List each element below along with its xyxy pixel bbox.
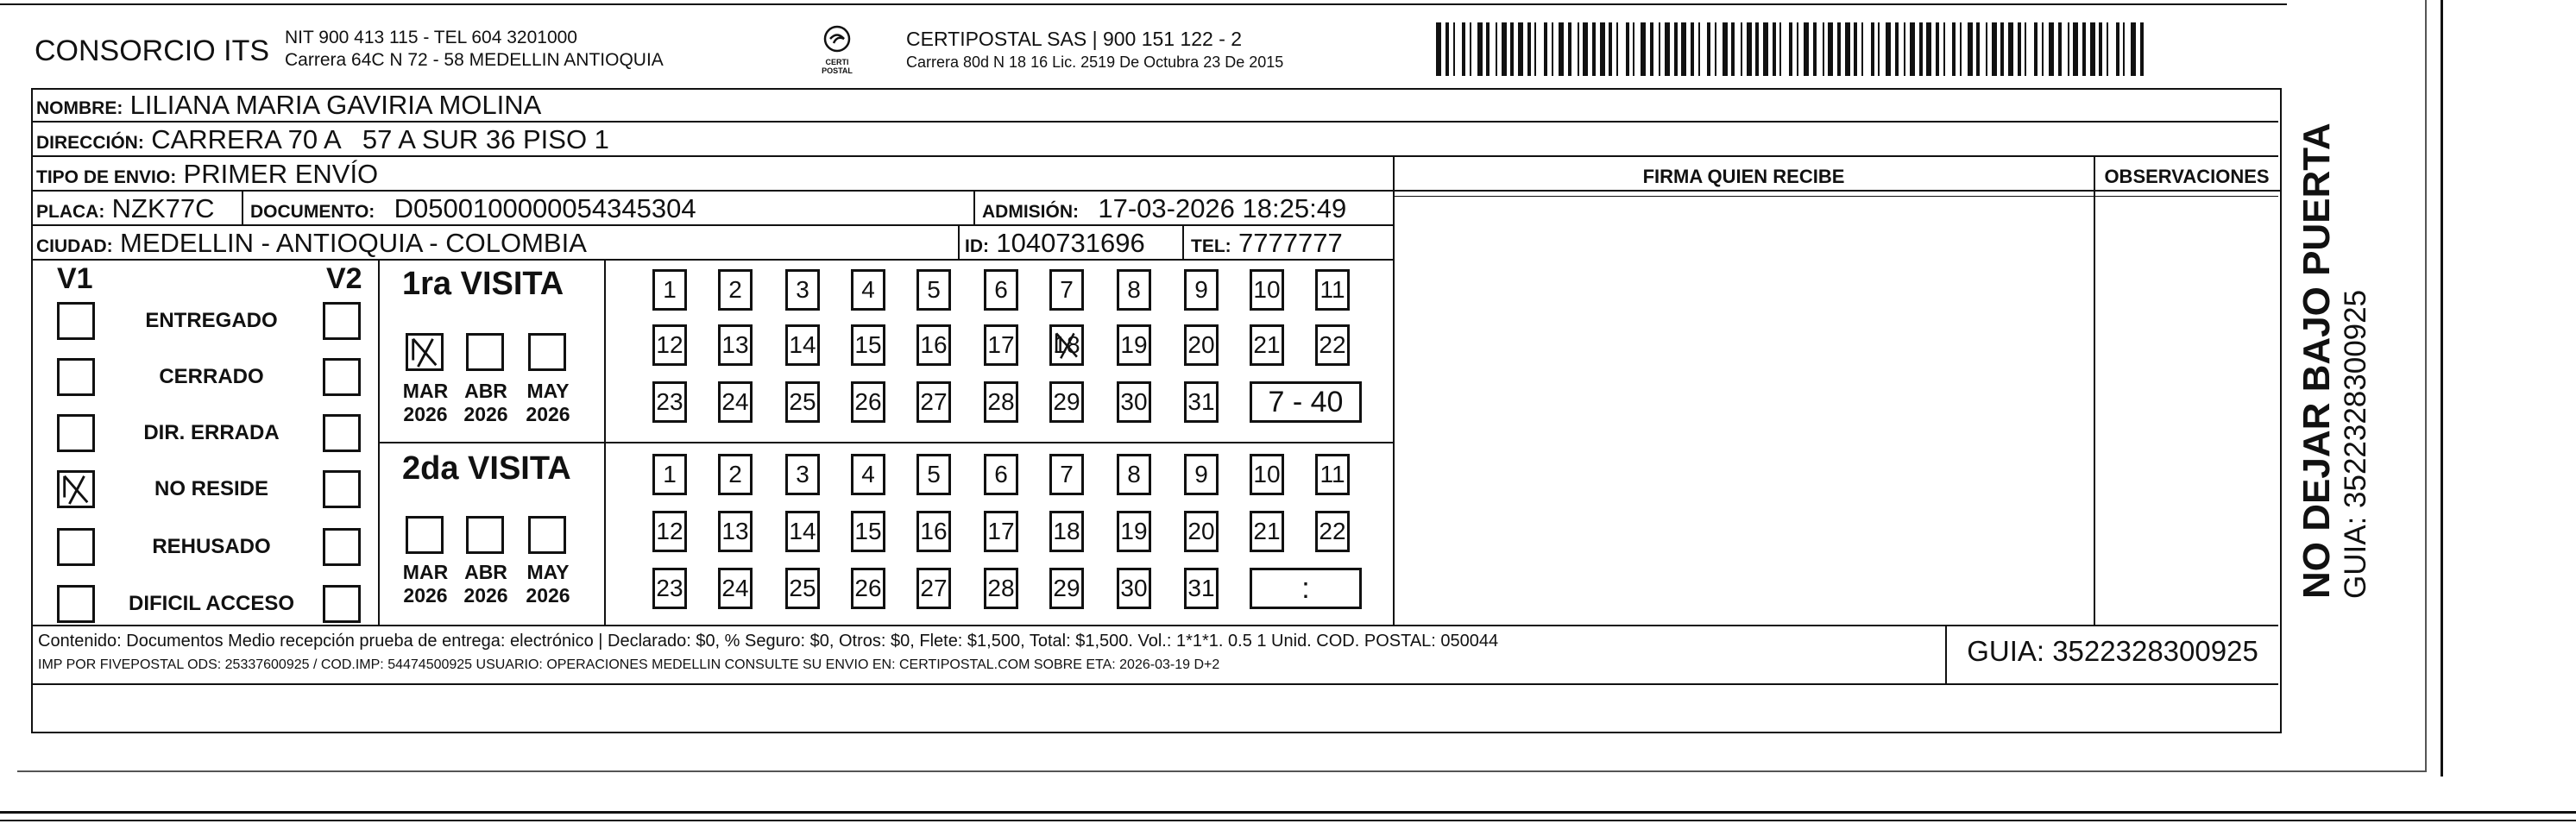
second-visit-day-box[interactable]: 29 — [1049, 568, 1084, 609]
barcode-bar — [2140, 22, 2144, 76]
barcode-bar — [1741, 22, 1742, 76]
barcode-bar — [1828, 22, 1833, 76]
barcode-bar — [1895, 22, 1899, 76]
barcode-bar — [1600, 22, 1605, 76]
first-visit-day-box[interactable]: 4 — [851, 269, 885, 311]
first-visit-day-box[interactable]: 28 — [984, 381, 1018, 423]
second-visit-month-label — [399, 561, 452, 607]
first-visit-day-box[interactable]: 23 — [652, 381, 687, 423]
type-label: TIPO DE ENVIO: — [36, 167, 177, 187]
barcode-bar — [2042, 22, 2044, 76]
barcode-bar — [1976, 22, 1980, 76]
status-v2-checkbox[interactable] — [323, 358, 361, 396]
document-field — [250, 193, 696, 224]
barcode-bar — [1681, 22, 1686, 76]
first-visit-month-label — [521, 380, 575, 426]
status-v1-checkbox[interactable] — [57, 414, 95, 452]
month-year: 2026 — [403, 403, 448, 425]
tel-label: TEL: — [1191, 236, 1231, 256]
plate-value: NZK77C — [111, 193, 215, 223]
tel-value: 7777777 — [1238, 228, 1343, 258]
barcode-bar — [1583, 22, 1588, 76]
carrier-address: Carrera 80d N 18 16 Lic. 2519 De Octubra 23 De 2015 — [906, 53, 1284, 71]
first-visit-day-box[interactable]: 16 — [916, 324, 951, 366]
month-name: ABR — [464, 561, 507, 583]
document-value: D0500100000054345304 — [394, 193, 696, 223]
barcode-bar — [2073, 22, 2078, 76]
second-visit-day-box[interactable]: 8 — [1117, 454, 1151, 495]
barcode-bar — [2116, 22, 2119, 76]
second-visit-day-box[interactable]: 3 — [785, 454, 820, 495]
barcode-bar — [1477, 22, 1483, 76]
name-row — [36, 90, 541, 121]
first-visit-day-box[interactable]: 27 — [916, 381, 951, 423]
footer-bottom-line — [31, 683, 2278, 685]
second-visit-day-box[interactable]: 22 — [1315, 511, 1350, 552]
barcode-bar — [1462, 22, 1465, 76]
document-label: DOCUMENTO: — [250, 202, 375, 222]
logo-text: CERTI POSTAL — [822, 58, 853, 75]
check-mark-icon — [1052, 327, 1081, 363]
carrier-line: CERTIPOSTAL SAS | 900 151 122 - 2 — [906, 28, 1243, 50]
second-visit-day-box[interactable]: 23 — [652, 568, 687, 609]
admission-field — [982, 193, 1346, 224]
barcode-bar — [1578, 22, 1579, 76]
status-label: DIFICIL ACCESO — [128, 592, 294, 615]
barcode-bar — [1496, 22, 1497, 76]
second-visit-day-box[interactable]: 12 — [652, 511, 687, 552]
inner-bottom-edge — [17, 770, 2425, 772]
second-visit-day-box[interactable]: 6 — [984, 454, 1018, 495]
barcode-bar — [1650, 22, 1653, 76]
bottom-page-edge — [0, 811, 2576, 814]
form-mid-divider — [1393, 155, 1395, 625]
status-v2-checkbox[interactable] — [323, 528, 361, 566]
status-label: REHUSADO — [152, 535, 271, 558]
second-visit-day-box[interactable]: 11 — [1315, 454, 1350, 495]
observations-header-line — [1394, 196, 2278, 197]
barcode-bar — [1486, 22, 1490, 76]
barcode-bar — [1559, 22, 1564, 76]
v2-header: V2 — [326, 262, 362, 295]
status-label: DIR. ERRADA — [143, 421, 280, 444]
address-line: Carrera 64C N 72 - 58 MEDELLIN ANTIOQUIA — [285, 50, 664, 70]
first-visit-day-box[interactable]: 7 — [1049, 269, 1084, 311]
first-visit-month-checkbox[interactable] — [528, 333, 566, 371]
status-v1-checkbox[interactable] — [57, 528, 95, 566]
first-visit-day-box[interactable]: 15 — [851, 324, 885, 366]
plate-field — [36, 193, 215, 224]
barcode-bar — [1633, 22, 1634, 76]
plate-label: PLACA: — [36, 202, 105, 222]
barcode-bar — [1952, 22, 1956, 76]
status-label: NO RESIDE — [154, 477, 269, 500]
status-v2-checkbox[interactable] — [323, 302, 361, 340]
second-visit-day-box[interactable]: 25 — [785, 568, 820, 609]
second-visit-day-box[interactable]: 7 — [1049, 454, 1084, 495]
first-visit-day-box[interactable]: 25 — [785, 381, 820, 423]
barcode-bar — [1659, 22, 1660, 76]
barcode-bar — [2034, 22, 2037, 76]
barcode-bar — [1861, 22, 1863, 76]
barcode-bar — [1674, 22, 1678, 76]
first-visit-day-box[interactable]: 31 — [1184, 381, 1219, 423]
barcode-bar — [2049, 22, 2054, 76]
barcode-bar — [1707, 22, 1710, 76]
barcode-bar — [1552, 22, 1553, 76]
recipient-address: CARRERA 70 A 57 A SUR 36 PISO 1 — [151, 124, 609, 154]
barcode-bar — [2068, 22, 2069, 76]
barcode-bar — [1986, 22, 1987, 76]
status-label: ENTREGADO — [145, 309, 278, 332]
barcode-bar — [1568, 22, 1571, 76]
v1-header: V1 — [57, 262, 93, 295]
recipient-name: LILIANA MARIA GAVIRIA MOLINA — [129, 90, 542, 120]
barcode-bar — [1871, 22, 1874, 76]
barcode-bar — [2090, 22, 2095, 76]
row-line-6 — [31, 625, 2278, 626]
top-edge-line — [0, 3, 2287, 5]
month-name: MAY — [526, 380, 570, 402]
second-visit-day-box[interactable]: 10 — [1250, 454, 1284, 495]
first-visit-day-box[interactable]: 19 — [1117, 324, 1151, 366]
barcode-bar — [1763, 22, 1768, 76]
barcode-bar — [1910, 22, 1915, 76]
barcode-bar — [1453, 22, 1455, 76]
barcode-bar — [1845, 22, 1850, 76]
first-visit-month-checkbox[interactable] — [466, 333, 504, 371]
first-visit-day-box[interactable]: 10 — [1250, 269, 1284, 311]
month-year: 2026 — [526, 584, 570, 607]
barcode-bar — [1960, 22, 1962, 76]
barcode-bar — [1747, 22, 1752, 76]
first-visit-month-checkbox[interactable] — [406, 333, 444, 371]
month-year: 2026 — [463, 584, 508, 607]
name-label: NOMBRE: — [36, 98, 123, 118]
barcode-bar — [1854, 22, 1857, 76]
second-visit-day-box[interactable]: 24 — [718, 568, 753, 609]
barcode-bar — [1715, 22, 1716, 76]
month-year: 2026 — [403, 584, 448, 607]
month-year: 2026 — [526, 403, 570, 425]
check-mark-icon — [408, 336, 441, 368]
visit-split-line — [378, 442, 1395, 443]
second-visit-day-box[interactable]: 18 — [1049, 511, 1084, 552]
month-name: MAR — [402, 380, 449, 402]
second-visit-day-box[interactable]: 19 — [1117, 511, 1151, 552]
plate-divider — [242, 190, 243, 224]
second-visit-day-box[interactable]: 28 — [984, 568, 1018, 609]
barcode-bar — [1779, 22, 1781, 76]
second-visit-time-box[interactable]: : — [1250, 568, 1362, 609]
row-line-2 — [31, 155, 2278, 157]
month-name: MAY — [526, 561, 570, 583]
footer-guia: GUIA: 3522328300925 — [1967, 635, 2258, 667]
no-dejar-bajo-puerta: NO DEJAR BAJO PUERTA — [2296, 123, 2338, 599]
barcode-bar — [1878, 22, 1880, 76]
status-label: CERRADO — [159, 365, 264, 388]
barcode-bar — [2018, 22, 2021, 76]
barcode-bar — [1534, 22, 1536, 76]
barcode-bar — [1904, 22, 1905, 76]
barcode-bar — [1797, 22, 1798, 76]
id-label: ID: — [965, 236, 989, 256]
first-visit-day-box[interactable]: 12 — [652, 324, 687, 366]
month-name: ABR — [464, 380, 507, 402]
first-visit-title: 1ra VISITA — [402, 266, 564, 302]
second-visit-day-box[interactable]: 14 — [785, 511, 820, 552]
second-visit-month-checkbox[interactable] — [466, 516, 504, 554]
barcode-bar — [1755, 22, 1759, 76]
row-line-5 — [31, 259, 1395, 261]
observations-header: OBSERVACIONES — [2104, 166, 2270, 187]
first-visit-time-box[interactable]: 7 - 40 — [1250, 381, 1362, 423]
second-visit-day-box[interactable]: 30 — [1117, 568, 1151, 609]
status-v1-checkbox[interactable] — [57, 470, 95, 508]
second-visit-day-box[interactable]: 31 — [1184, 568, 1219, 609]
second-visit-day-box[interactable]: 9 — [1184, 454, 1219, 495]
type-row — [36, 159, 378, 190]
first-visit-day-box[interactable]: 17 — [984, 324, 1018, 366]
barcode-bar — [1936, 22, 1939, 76]
status-v2-checkbox[interactable] — [323, 585, 361, 623]
company-name: CONSORCIO ITS — [35, 35, 270, 67]
first-visit-day-box[interactable]: 5 — [916, 269, 951, 311]
first-visit-day-box[interactable]: 9 — [1184, 269, 1219, 311]
barcode-bar — [1592, 22, 1596, 76]
barcode-bar — [1723, 22, 1728, 76]
barcode-bar — [1527, 22, 1531, 76]
barcode — [1436, 22, 2145, 76]
admission-divider — [973, 190, 975, 224]
second-visit-day-box[interactable]: 2 — [718, 454, 753, 495]
barcode-bar — [1968, 22, 1973, 76]
second-visit-day-box[interactable]: 27 — [916, 568, 951, 609]
barcode-bar — [1837, 22, 1841, 76]
barcode-bar — [1626, 22, 1629, 76]
status-v2-checkbox[interactable] — [323, 414, 361, 452]
barcode-bar — [1665, 22, 1670, 76]
barcode-bar — [1823, 22, 1824, 76]
second-visit-title: 2da VISITA — [402, 450, 571, 487]
second-visit-day-box[interactable]: 1 — [652, 454, 687, 495]
barcode-bar — [1773, 22, 1776, 76]
second-visit-month-checkbox[interactable] — [406, 516, 444, 554]
second-visit-day-box[interactable]: 20 — [1184, 511, 1219, 552]
barcode-bar — [1813, 22, 1817, 76]
status-v2-checkbox[interactable] — [323, 470, 361, 508]
barcode-bar — [2107, 22, 2108, 76]
certipostal-logo-icon — [820, 24, 854, 53]
barcode-bar — [1731, 22, 1735, 76]
barcode-bar — [1436, 22, 1441, 76]
content-line: Contenido: Documentos Medio recepción prueba de entrega: electrónico | Declarado: $0, % Seguro: $0, Otros: $0, Flete: $1,500, Total: $1,500. Vol.: 1*1*1. 0.5 1 Unid. COD. POSTAL: 050044 — [38, 632, 1499, 651]
header — [29, 19, 2273, 88]
second-visit-month-label — [521, 561, 575, 607]
first-visit-month-label — [459, 380, 513, 426]
first-visit-day-box[interactable]: 11 — [1315, 269, 1350, 311]
second-visit-month-label — [459, 561, 513, 607]
barcode-bar — [1445, 22, 1449, 76]
first-visit-day-box[interactable]: 14 — [785, 324, 820, 366]
imp-line: IMP POR FIVEPOSTAL ODS: 25337600925 / COD.IMP: 54474500925 USUARIO: OPERACIONES MEDELLIN CONSULTE SU ENVIO EN: CERTIPOSTAL.COM SOBRE ETA: 2026-03-19 D+2 — [38, 657, 1220, 672]
status-v1-checkbox[interactable] — [57, 358, 95, 396]
address-label: DIRECCIÓN: — [36, 133, 144, 153]
first-visit-day-box[interactable]: 20 — [1184, 324, 1219, 366]
first-visit-day-box[interactable]: 13 — [718, 324, 753, 366]
second-visit-day-box[interactable]: 13 — [718, 511, 753, 552]
second-visit-day-box[interactable]: 4 — [851, 454, 885, 495]
status-v1-checkbox[interactable] — [57, 302, 95, 340]
first-visit-day-box[interactable]: 6 — [984, 269, 1018, 311]
tel-divider — [1182, 224, 1184, 259]
barcode-bar — [1919, 22, 1923, 76]
second-visit-month-checkbox[interactable] — [528, 516, 566, 554]
city-label: CIUDAD: — [36, 236, 113, 256]
city-field — [36, 228, 587, 259]
barcode-bar — [1616, 22, 1618, 76]
barcode-bar — [1641, 22, 1646, 76]
first-visit-day-box[interactable]: 2 — [718, 269, 753, 311]
bottom-page-edge-2 — [0, 820, 2576, 821]
barcode-bar — [2058, 22, 2062, 76]
first-visit-day-box[interactable]: 24 — [718, 381, 753, 423]
side-guia: GUIA: 3522328300925 — [2339, 289, 2372, 599]
barcode-bar — [2082, 22, 2086, 76]
row-line-1 — [31, 121, 2278, 123]
barcode-bar — [2099, 22, 2102, 76]
certipostal-logo — [811, 24, 863, 76]
id-value: 1040731696 — [996, 228, 1145, 258]
nit-line: NIT 900 413 115 - TEL 604 3201000 — [285, 28, 577, 47]
first-visit-month-label — [399, 380, 452, 426]
admission-value: 17-03-2026 18:25:49 — [1098, 193, 1347, 223]
barcode-bar — [1510, 22, 1514, 76]
barcode-bar — [2000, 22, 2004, 76]
barcode-bar — [1926, 22, 1931, 76]
barcode-bar — [1943, 22, 1945, 76]
address-row — [36, 124, 609, 155]
first-visit-day-box[interactable]: 8 — [1117, 269, 1151, 311]
barcode-bar — [2123, 22, 2125, 76]
second-visit-day-box[interactable]: 16 — [916, 511, 951, 552]
barcode-bar — [1609, 22, 1612, 76]
first-visit-day-box[interactable]: 30 — [1117, 381, 1151, 423]
first-visit-day-box[interactable]: 26 — [851, 381, 885, 423]
month-year: 2026 — [463, 403, 508, 425]
status-v1-checkbox[interactable] — [57, 585, 95, 623]
barcode-bar — [1691, 22, 1694, 76]
signature-header: FIRMA QUIEN RECIBE — [1642, 166, 1845, 187]
id-field — [965, 228, 1145, 259]
first-visit-day-box[interactable]: 22 — [1315, 324, 1350, 366]
admission-label: ADMISIÓN: — [982, 202, 1079, 222]
row-line-4 — [31, 224, 1395, 226]
first-visit-day-box[interactable]: 21 — [1250, 324, 1284, 366]
barcode-bar — [2025, 22, 2026, 76]
observations-divider — [2094, 155, 2095, 625]
first-visit-day-box[interactable]: 18 — [1049, 324, 1084, 366]
first-visit-day-box[interactable]: 1 — [652, 269, 687, 311]
second-visit-day-box[interactable]: 21 — [1250, 511, 1284, 552]
row-line-3 — [31, 190, 2280, 192]
barcode-bar — [1886, 22, 1891, 76]
barcode-bar — [1502, 22, 1507, 76]
barcode-bar — [1804, 22, 1809, 76]
barcode-bar — [1992, 22, 1997, 76]
second-visit-day-box[interactable]: 15 — [851, 511, 885, 552]
barcode-bar — [2008, 22, 2013, 76]
inner-right-edge — [2425, 0, 2427, 772]
first-visit-day-box[interactable]: 29 — [1049, 381, 1084, 423]
month-name: MAR — [402, 561, 449, 583]
check-mark-icon — [60, 473, 92, 506]
barcode-bar — [1698, 22, 1700, 76]
second-visit-day-box[interactable]: 5 — [916, 454, 951, 495]
right-page-edge — [2441, 0, 2443, 777]
second-visit-day-box[interactable]: 26 — [851, 568, 885, 609]
barcode-bar — [2131, 22, 2136, 76]
barcode-bar — [1518, 22, 1523, 76]
side-label — [2296, 116, 2373, 599]
first-visit-day-box[interactable]: 3 — [785, 269, 820, 311]
barcode-bar — [1544, 22, 1547, 76]
barcode-bar — [1470, 22, 1471, 76]
shipment-type: PRIMER ENVÍO — [183, 159, 379, 189]
tel-field — [1191, 228, 1343, 259]
barcode-bar — [1789, 22, 1792, 76]
id-divider — [958, 224, 960, 259]
city-value: MEDELLIN - ANTIOQUIA - COLOMBIA — [120, 228, 587, 258]
second-visit-day-box[interactable]: 17 — [984, 511, 1018, 552]
